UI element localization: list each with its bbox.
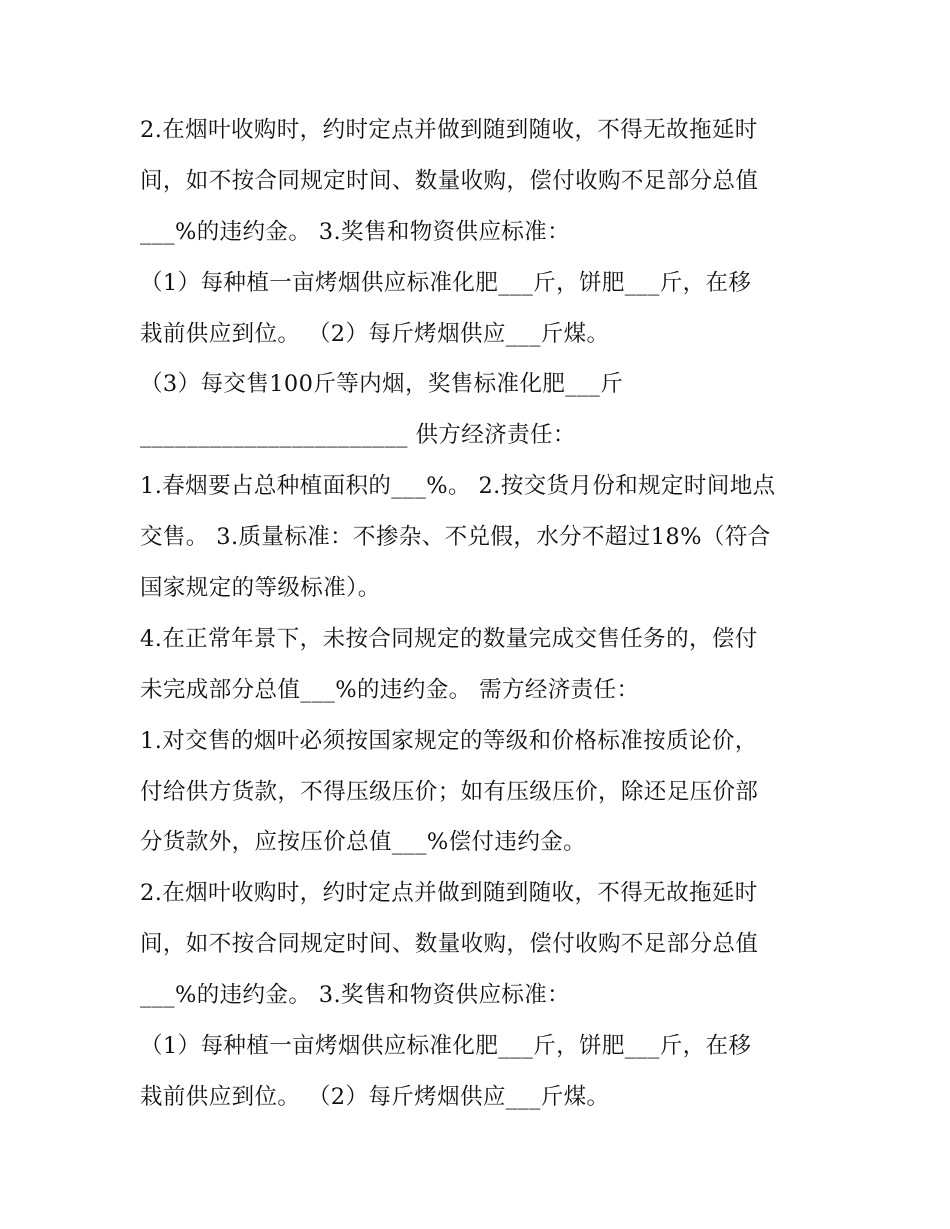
text-line: 4.在正常年景下，未按合同规定的数量完成交售任务的，偿付 (140, 625, 758, 652)
text-line: 国家规定的等级标准）。 (140, 575, 381, 602)
text-line: 2.在烟叶收购时，约时定点并做到随到随收，不得无故拖延时 (140, 880, 758, 907)
text-line: （1）每种植一亩烤烟供应标准化肥___斤，饼肥___斤，在移 (140, 1033, 752, 1060)
text-line: 付给供方货款，不得压级压价；如有压级压价，除还足压价部 (140, 778, 759, 805)
text-line: ___%的违约金。 3.奖售和物资供应标准： (140, 218, 571, 245)
text-line: 2.在烟叶收购时，约时定点并做到随到随收，不得无故拖延时 (140, 117, 758, 143)
text-line: 1.对交售的烟叶必须按国家规定的等级和价格标准按质论价， (140, 727, 758, 754)
text-line: 交售。 3.质量标准：不掺杂、不兑假，水分不超过18%（符合 (140, 524, 771, 551)
text-line: 栽前供应到位。 （2）每斤烤烟供应___斤煤。 (140, 1083, 610, 1110)
text-line: 未完成部分总值___%的违约金。 需方经济责任： (140, 676, 640, 703)
text-line: 间，如不按合同规定时间、数量收购，偿付收购不足部分总值 (140, 167, 759, 194)
document-body (140, 105, 820, 1123)
text-line: （1）每种植一亩烤烟供应标准化肥___斤，饼肥___斤，在移 (140, 269, 752, 296)
text-line: （3）每交售100斤等内烟，奖售标准化肥___斤 (140, 371, 624, 398)
text-line: ___%的违约金。 3.奖售和物资供应标准： (140, 982, 571, 1009)
text-line: 1.春烟要占总种植面积的___%。 2.按交货月份和规定时间地点 (140, 473, 776, 500)
text-line: 间，如不按合同规定时间、数量收购，偿付收购不足部分总值 (140, 931, 759, 958)
text-line: 分货款外，应按压价总值___%偿付违约金。 (140, 829, 587, 856)
text-line: 栽前供应到位。 （2）每斤烤烟供应___斤煤。 (140, 320, 610, 347)
text-line: _______________________ 供方经济责任： (140, 422, 576, 449)
